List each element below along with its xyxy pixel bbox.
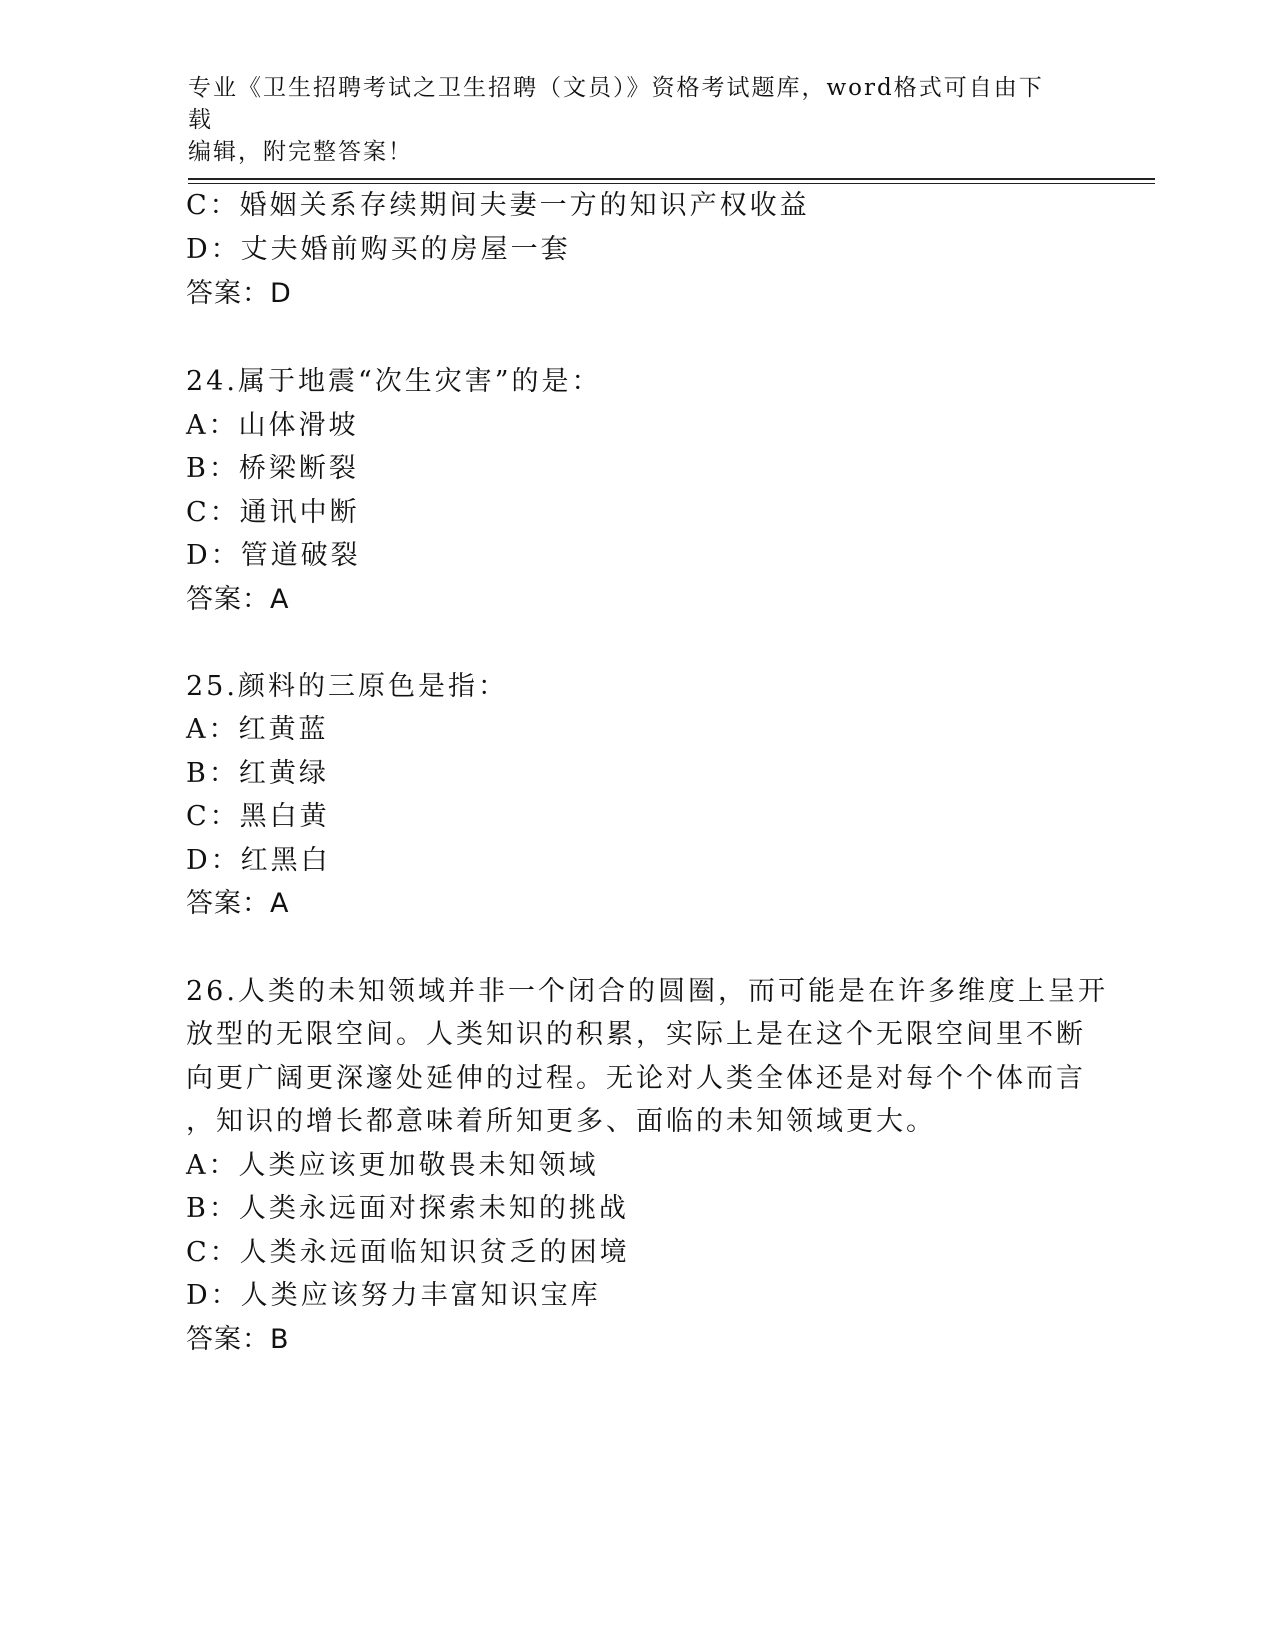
q26-answer: 答案：B	[186, 1324, 290, 1355]
q26-question-line-3: 向更广阔更深邃处延伸的过程。无论对人类全体还是对每个个体而言	[186, 1063, 1086, 1094]
q25-option-b: B：红黄绿	[186, 758, 329, 789]
header-divider-thin	[188, 183, 1155, 184]
q23-answer: 答案：D	[186, 278, 292, 309]
q26-option-b: B：人类永远面对探索未知的挑战	[186, 1193, 629, 1224]
document-header	[188, 72, 1068, 168]
q26-question-line-4: ，知识的增长都意味着所知更多、面临的未知领域更大。	[186, 1106, 936, 1137]
q26-option-d: D：人类应该努力丰富知识宝库	[186, 1280, 601, 1311]
header-line-2: 编辑，附完整答案！	[188, 139, 413, 165]
q25-option-d: D：红黑白	[186, 845, 331, 876]
q25-option-c: C：黑白黄	[186, 801, 330, 832]
header-divider-thick	[188, 178, 1155, 180]
header-line-1: 专业《卫生招聘考试之卫生招聘（文员）》资格考试题库，word格式可自由下载	[188, 75, 1044, 133]
q25-answer: 答案：A	[186, 888, 290, 919]
q24-option-c: C：通讯中断	[186, 497, 360, 528]
q25-option-a: A：红黄蓝	[186, 714, 329, 745]
q24-answer: 答案：A	[186, 584, 290, 615]
q24-option-d: D：管道破裂	[186, 540, 361, 571]
q25-question: 25.颜料的三原色是指：	[186, 671, 508, 702]
q26-question-line-2: 放型的无限空间。人类知识的积累，实际上是在这个无限空间里不断	[186, 1019, 1086, 1050]
q26-option-a: A：人类应该更加敬畏未知领域	[186, 1150, 599, 1181]
q26-option-c: C：人类永远面临知识贫乏的困境	[186, 1237, 630, 1268]
q23-option-d: D：丈夫婚前购买的房屋一套	[186, 234, 571, 265]
q26-question-line-1: 26.人类的未知领域并非一个闭合的圆圈，而可能是在许多维度上呈开	[186, 976, 1108, 1007]
q23-option-c: C：婚姻关系存续期间夫妻一方的知识产权收益	[186, 190, 810, 221]
q24-option-a: A：山体滑坡	[186, 410, 359, 441]
q24-question: 24.属于地震“次生灾害”的是：	[186, 366, 602, 397]
q24-option-b: B：桥梁断裂	[186, 453, 359, 484]
